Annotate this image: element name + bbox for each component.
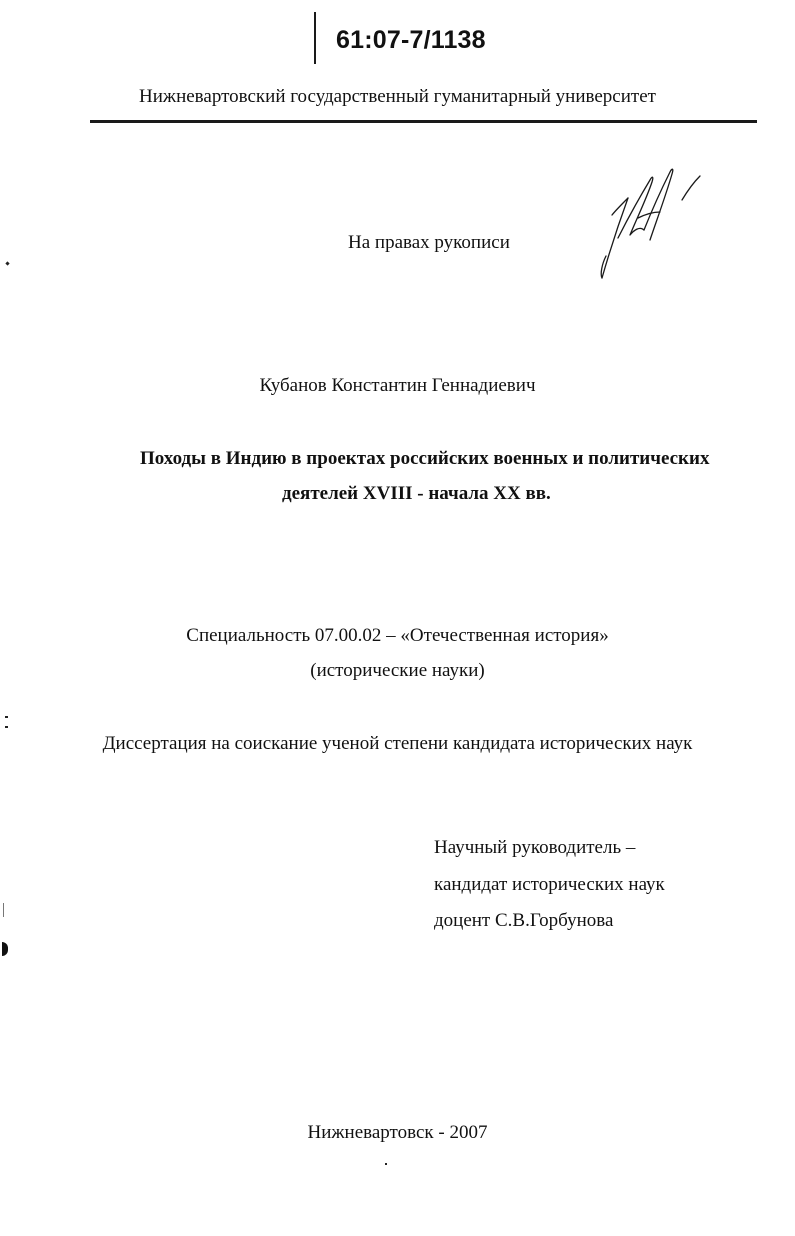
scan-speck bbox=[5, 716, 8, 718]
scan-blot bbox=[2, 942, 8, 956]
advisor-degree: кандидат исторических наук bbox=[434, 874, 665, 895]
scan-speck bbox=[5, 726, 8, 728]
header-rule bbox=[90, 120, 757, 123]
manuscript-note: На правах рукописи bbox=[348, 232, 510, 253]
author-name: Кубанов Константин Геннадиевич bbox=[259, 375, 536, 396]
dissertation-degree: Диссертация на соискание ученой степени кандидата исторических наук bbox=[102, 733, 693, 754]
scan-speck bbox=[385, 1163, 387, 1165]
title-line-1: Походы в Индию в проектах российских военных и политических bbox=[140, 448, 710, 469]
stamp-bar bbox=[314, 12, 316, 64]
university-name: Нижневартовский государственный гуманитарный университет bbox=[139, 86, 656, 107]
scan-speck bbox=[5, 261, 9, 265]
signature-icon bbox=[590, 160, 710, 285]
stamp-code: 61:07-7/1138 bbox=[336, 26, 486, 54]
city-year: Нижневартовск - 2007 bbox=[307, 1122, 488, 1143]
science-field: (исторические науки) bbox=[310, 660, 485, 681]
title-line-2: деятелей XVIII - начала XX вв. bbox=[282, 483, 551, 504]
advisor-name: доцент С.В.Горбунова bbox=[434, 910, 614, 931]
specialty: Специальность 07.00.02 – «Отечественная история» bbox=[186, 625, 609, 646]
advisor-label: Научный руководитель – bbox=[434, 837, 636, 858]
scan-speck bbox=[3, 903, 4, 917]
